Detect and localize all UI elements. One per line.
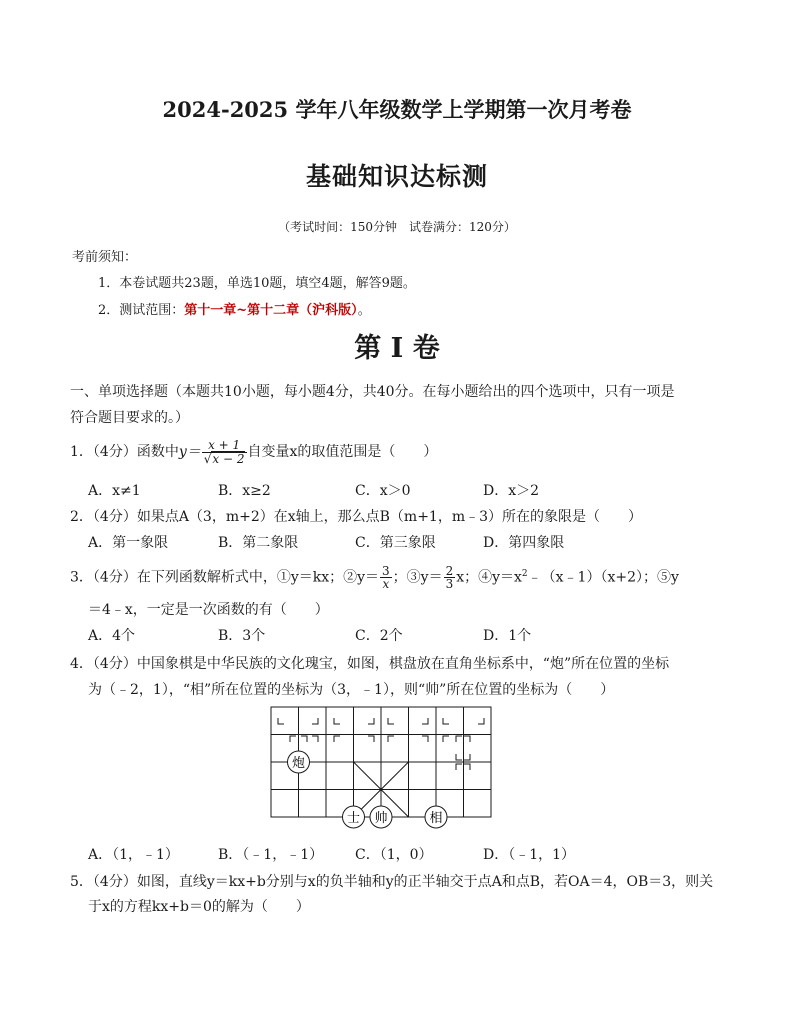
question-1-tail: 自变量x的取值范围是（ ）: [247, 444, 438, 460]
question-3-fraction-2-denominator: 3: [445, 577, 454, 592]
question-1-radicand: x − 2: [212, 451, 245, 466]
question-4-stem-line-1: 4．（4分）中国象棋是中华民族的文化瑰宝，如图，棋盘放在直角坐标系中，“炮”所在位置的坐标: [70, 656, 670, 672]
question-3-fraction-2: [444, 565, 456, 591]
question-3-option-a: A．4个: [88, 628, 136, 644]
question-3-fraction-2-numerator: 2: [445, 563, 454, 578]
piece-shuai: [370, 806, 392, 828]
question-2-option-d: D．第四象限: [483, 535, 565, 551]
question-3-fraction-1: [380, 565, 392, 591]
notice-item-2-suffix: 。: [357, 303, 371, 318]
section-1-instructions-line-2: 符合题目要求的。）: [70, 410, 189, 426]
piece-shuai-label: 帅: [374, 811, 388, 826]
question-1-option-c: C．x＞0: [355, 483, 411, 499]
question-3-fraction-1-numerator: 3: [382, 563, 390, 578]
question-3-part-1: 3．（4分）在下列函数解析式中，①y＝kx；②y＝: [70, 569, 380, 586]
question-4-option-a: A．（1，﹣1）: [88, 847, 179, 863]
exam-title: 2024-2025 学年八年级数学上学期第一次月考卷: [162, 97, 632, 122]
question-2-option-a: A．第一象限: [88, 535, 169, 551]
question-3-part-2: ；③y＝: [392, 569, 443, 586]
question-2-option-c: C．第三象限: [355, 535, 436, 551]
notice-item-2-prefix: 2．测试范围：: [98, 303, 185, 318]
question-3-option-c: C．2个: [355, 628, 403, 644]
question-4-option-b: B．（﹣1，﹣1）: [218, 847, 324, 863]
question-4-option-c: C．（1，0）: [355, 847, 433, 863]
question-3-part-3: x；④y＝x: [456, 569, 522, 586]
question-2-option-b: B．第二象限: [218, 535, 299, 551]
notice-item-1: 1．本卷试题共23题，单选10题，填空4题，解答9题。: [98, 276, 416, 291]
exam-time-info: （考试时间：150分钟 试卷满分：120分）: [278, 220, 516, 234]
notice-item-2: [98, 299, 371, 318]
piece-pao: [288, 751, 310, 773]
question-1-option-d: D．x＞2: [483, 483, 540, 499]
question-1-fraction: [202, 439, 247, 465]
question-3-fraction-1-denominator: x: [382, 577, 390, 592]
question-1-prefix: 1．（4分）函数中: [70, 444, 179, 460]
question-3-option-d: D．1个: [483, 628, 532, 644]
question-1-option-b: B．x≥2: [218, 483, 271, 499]
section-1-instructions-line-1: 一、单项选择题（本题共10小题，每小题4分，共40分。在每小题给出的四个选项中，只有一项是: [70, 384, 675, 400]
question-4-option-d: D．（﹣1，1）: [483, 847, 576, 863]
piece-xiang-label: 相: [429, 811, 443, 826]
question-3-part-4: ﹣（x﹣1）（x+2）；⑤y: [527, 569, 679, 586]
notice-heading: 考前须知：: [72, 250, 138, 265]
sqrt-icon: √: [203, 451, 212, 466]
question-1-denominator: [202, 453, 247, 466]
piece-pao-label: 炮: [291, 756, 306, 771]
notice-test-range: 第十一章~第十二章（沪科版）: [184, 303, 358, 318]
chess-board-figure: [270, 706, 492, 826]
question-4-stem-line-2: 为（﹣2，1），“相”所在位置的坐标为（3，﹣1），则“帅”所在位置的坐标为（ ）: [88, 682, 615, 698]
piece-shi-label: 士: [346, 811, 361, 826]
question-3-option-b: B．3个: [218, 628, 266, 644]
question-3-exponent: 2: [521, 569, 528, 579]
piece-xiang: [425, 806, 447, 828]
question-1-option-a: A．x≠1: [88, 483, 141, 499]
question-1-stem: [70, 434, 437, 470]
exam-subtitle: 基础知识达标测: [305, 162, 488, 191]
question-3-stem-line-1: [70, 556, 679, 596]
question-1-y: y＝: [178, 444, 201, 460]
question-2-stem: 2．（4分）如果点A（3，m+2）在x轴上，那么点B（m+1，m﹣3）所在的象限是（ ）: [70, 509, 643, 525]
question-1-numerator: x + 1: [202, 439, 247, 453]
volume-title: 第 I 卷: [354, 333, 440, 364]
question-3-stem-line-2: ＝4﹣x，一定是一次函数的有（ ）: [88, 602, 329, 618]
question-5-stem-line-2: 于x的方程kx+b＝0的解为（ ）: [88, 899, 310, 915]
question-5-stem-line-1: 5．（4分）如图，直线y＝kx+b分别与x的负半轴和y的正半轴交于点A和点B，若OA＝4，OB＝3，则关: [70, 874, 714, 890]
piece-shi: [343, 806, 365, 828]
